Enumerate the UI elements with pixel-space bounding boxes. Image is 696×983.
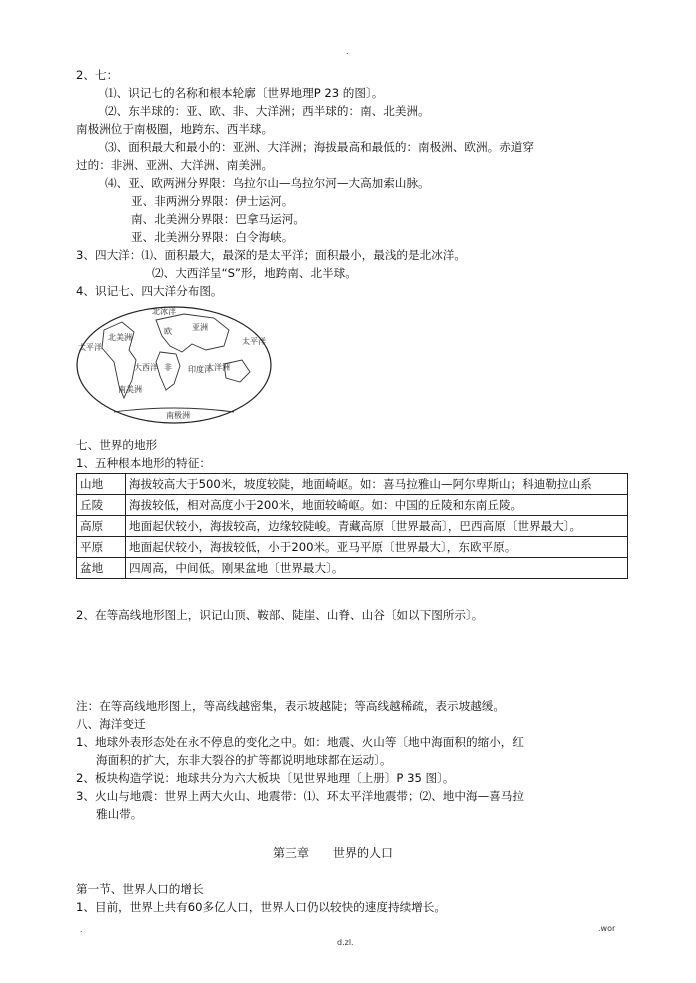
note-line: 注：在等高线地形图上，等高线越密集，表示坡越陡；等高线越稀疏，表示坡越缓。 (76, 699, 505, 713)
text-line: ⑷、亚、欧两洲分界限：乌拉尔山—乌拉尔河—大高加索山脉。 (105, 176, 430, 190)
map-label-top: 亚洲 (192, 323, 208, 332)
text-line: ⑶、面积最大和最小的：亚洲、大洋洲；海拔最高和最低的：南极洲、欧洲。赤道穿 (105, 140, 534, 154)
landform-description: 海拔较低，相对高度小于200米，地面较崎岖。如：中国的丘陵和东南丘陵。 (126, 495, 628, 516)
landform-term: 平原 (77, 537, 126, 558)
text-line: 2、七： (76, 68, 119, 82)
map-label-atlantic: 大西洋 (134, 363, 158, 372)
map-label-europe: 欧 (164, 327, 172, 336)
text-line: 亚、非两洲分界限：伊士运河。 (131, 194, 294, 208)
map-label-north: 北冰洋 (152, 307, 176, 316)
section-heading: 第一节、世界人口的增长 (76, 882, 204, 896)
table-row (77, 558, 628, 579)
text-line: ⑵、大西洋呈“S”形，地跨南、北半球。 (152, 266, 357, 280)
text-line: 亚、北美洲分界限：白令海峡。 (131, 230, 294, 244)
map-label-indian-ocean: 印度洋 (188, 365, 212, 374)
map-label-africa: 非 (164, 363, 172, 372)
text-line: 海面积的扩大，东非大裂谷的扩等都说明地球都在运动〕。 (96, 753, 392, 767)
table-row (77, 474, 628, 495)
text-line: 4、识记七、四大洋分布图。 (76, 284, 223, 298)
section-heading: 八、海洋变迁 (76, 717, 146, 731)
text-line: 1、地球外表形态处在永不停息的变化之中。如：地震、火山等〔地中海面积的缩小，红 (76, 735, 524, 749)
landform-description: 地面起伏较小，海拔较高，边缘较陡峻。青藏高原〔世界最高〕，巴西高原〔世界最大〕。 (126, 516, 628, 537)
landform-table (76, 473, 628, 579)
footer-center: d.zl. (337, 938, 354, 947)
map-label-south-america: 南美洲 (118, 385, 142, 394)
text-line: ⑴、识记七的名称和根本轮廓〔世界地理P 23 的图〕。 (105, 86, 384, 100)
map-label-oceania: 大洋洲 (206, 363, 230, 372)
text-line: 雅山带。 (96, 807, 143, 821)
table-row (77, 537, 628, 558)
text-line: 1、五种根本地形的特征： (76, 456, 211, 470)
map-label-pacific-left: 太平洋 (78, 343, 102, 352)
text-line: 1、目前，世界上共有60多亿人口，世界人口仍以较快的速度持续增长。 (76, 900, 446, 914)
text-line: 3、四大洋：⑴、面积最大，最深的是太平洋；面积最小，最浅的是北冰洋。 (76, 248, 466, 262)
text-line: 2、在等高线地形图上，识记山顶、鞍部、陡崖、山脊、山谷〔如以下图所示〕。 (76, 608, 484, 622)
landform-description: 海拔较高大于500米，坡度较陡，地面崎岖。如：喜马拉雅山—阿尔卑斯山；科迪勒拉山系 (126, 474, 628, 495)
text-line: 2、板块构造学说：地球共分为六大板块〔见世界地理〔上册〕P 35 图〕。 (76, 771, 455, 785)
table-row (77, 516, 628, 537)
text-line: 南极洲位于南极圈，地跨东、西半球。 (76, 122, 274, 136)
text-line: 过的：非洲、亚洲、大洋洲、南美洲。 (76, 158, 274, 172)
map-label-antarctica: 南极洲 (166, 411, 190, 420)
landform-term: 高原 (77, 516, 126, 537)
footer-right: .wor (598, 924, 616, 933)
top-dot: . (346, 47, 349, 56)
table-row (77, 495, 628, 516)
text-line: 3、火山与地震：世界上两大火山、地震带：⑴、环太平洋地震带；⑵、地中海—喜马拉 (76, 789, 524, 803)
landform-term: 盆地 (77, 558, 126, 579)
section-heading: 七、世界的地形 (76, 438, 158, 452)
map-outline (77, 307, 271, 423)
landform-term: 山地 (77, 474, 126, 495)
landform-term: 丘陵 (77, 495, 126, 516)
landform-description: 四周高，中间低。刚果盆地〔世界最大〕。 (126, 558, 628, 579)
text-line: 南、北美洲分界限：巴拿马运河。 (131, 212, 305, 226)
text-line: ⑵、东半球的：亚、欧、非、大洋洲；西半球的：南、北美洲。 (105, 104, 430, 118)
footer-left: . (80, 925, 83, 934)
landform-description: 地面起伏较小，海拔较低，小于200米。亚马平原〔世界最大〕，东欧平原。 (126, 537, 628, 558)
map-label-pacific-right: 太平洋 (242, 337, 266, 346)
world-continents-oceans-map (74, 300, 274, 430)
chapter-title: 第三章 世界的人口 (273, 846, 394, 860)
map-label-north-america: 北美洲 (108, 333, 132, 342)
